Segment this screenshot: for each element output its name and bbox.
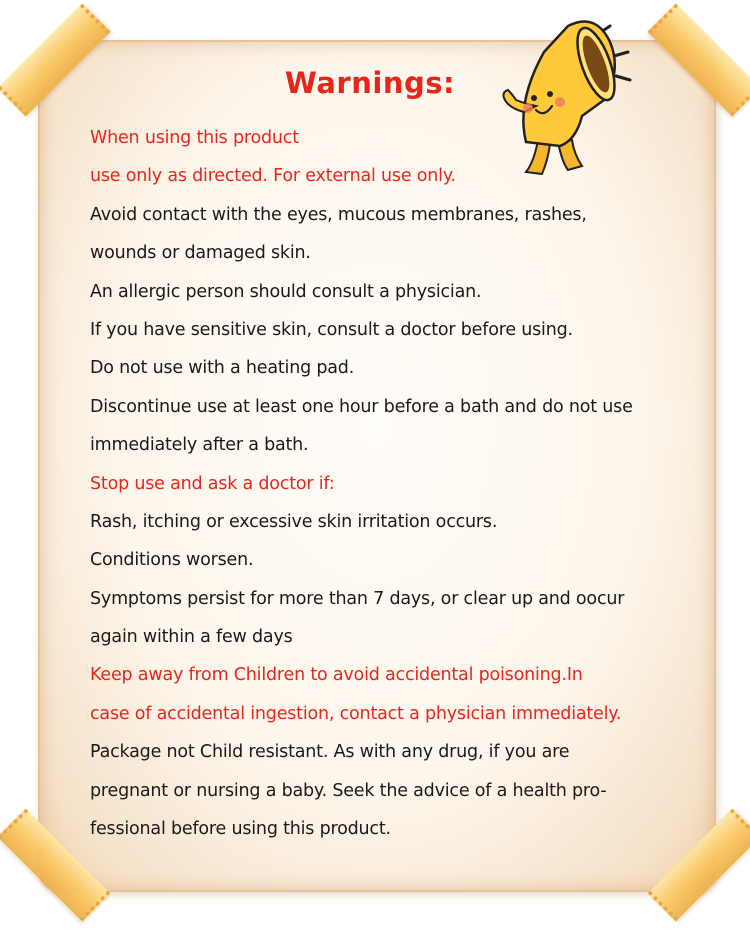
warning-line: Conditions worsen. <box>90 550 254 571</box>
warning-line: Stop use and ask a doctor if: <box>90 473 335 494</box>
page-title: Warnings: <box>284 66 456 100</box>
warning-line: pregnant or nursing a baby. Seek the advice of a health pro- <box>90 780 607 801</box>
warning-line: Avoid contact with the eyes, mucous membranes, rashes, <box>90 204 587 225</box>
warning-line: When using this product <box>90 128 299 148</box>
warning-line: immediately after a bath. <box>90 435 309 456</box>
warning-line: Symptoms persist for more than 7 days, or clear up and oocur <box>90 588 625 609</box>
warning-line: Keep away from Children to avoid accidental poisoning.In <box>90 665 583 686</box>
warning-line: Discontinue use at least one hour before a bath and do not use <box>90 396 633 417</box>
warning-line: If you have sensitive skin, consult a doctor before using. <box>90 319 573 340</box>
warning-line: Rash, itching or excessive skin irritation occurs. <box>90 511 498 532</box>
warning-line: wounds or damaged skin. <box>90 243 311 264</box>
warning-line: case of accidental ingestion, contact a physician immediately. <box>90 703 622 724</box>
warning-line: again within a few days <box>90 627 293 648</box>
warning-line: Do not use with a heating pad. <box>90 358 355 379</box>
warning-line: use only as directed. For external use only. <box>90 166 456 187</box>
warning-line: fessional before using this product. <box>90 819 391 840</box>
warning-line: Package not Child resistant. As with any drug, if you are <box>90 742 570 763</box>
warning-line: An allergic person should consult a physician. <box>90 281 482 302</box>
warning-text-block <box>90 119 710 848</box>
